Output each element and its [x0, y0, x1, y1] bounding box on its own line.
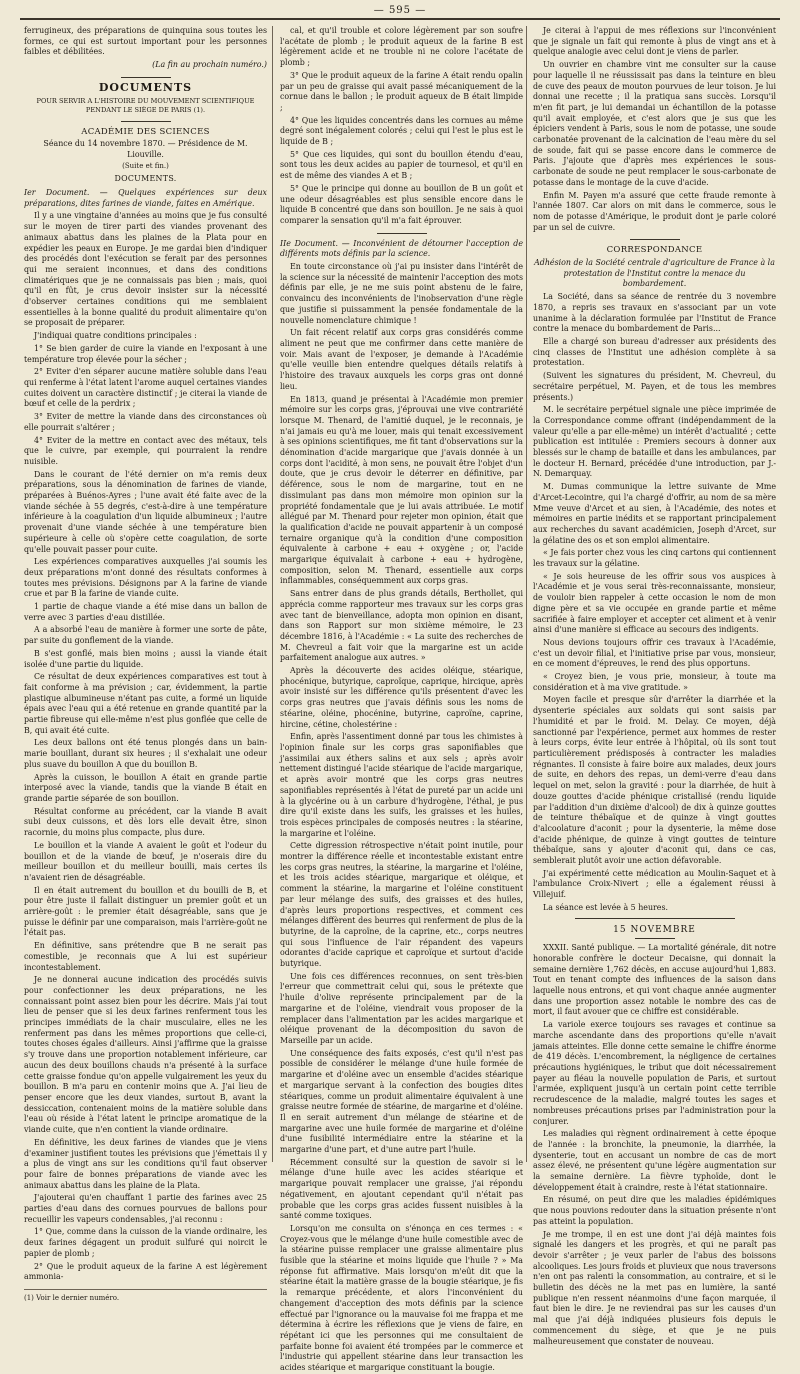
paragraph: Je citerai à l'appui de mes réflexions sur l'inconvénient que je signale un fait qui remonte à plus de vingt ans et à quelque analogie avec celui dont je viens de parler. [533, 26, 776, 57]
paragraph: Une fois ces différences reconnues, on sent très-bien l'erreur que commettrait celui qui, sous le prétexte que l'huile d'olive représente principalement par de la margarine et de l'oléine, viendrait vous proposer de la remplacer dans l'alimentation par les acides margarique et oléique provenant de la décomposition du savon de Marseille par un acide. [280, 971, 523, 1045]
paragraph: « Croyez bien, je vous prie, monsieur, à toute ma considération et à ma vive gratitude. » [533, 672, 776, 692]
paragraph: La Société, dans sa séance de rentrée du 3 novembre 1870, a repris ses travaux en s'associant par un vote unanime à la déclaration formulée par l'Institut de France contre la menace du bombardement de Paris... [533, 292, 776, 334]
documents-label: DOCUMENTS. [114, 174, 177, 184]
paragraph: Les maladies qui règnent ordinairement à cette époque de l'année : la bronchite, la pneumonie, la diarrhée, la dysenterie, tout en accusant un nombre de cas de mort assez élevé, ne présentent qu'une légère augmentation sur la semaine dernière. La fièvre typhoïde, dont le développement était à craindre, reste à l'état stationnaire. [533, 1129, 776, 1192]
paragraph: Je ne donnerai aucune indication des procédés suivis pour confectionner les deux préparations, ne les connaissant point assez bien pour les décrire. Mais j'ai tout lieu de penser que si les deux farines renferment tous les principes immédiats de la chair musculaire, elles ne les renferment pas dans les mêmes proportions que celle-ci, toutes choses égales d'ailleurs. Ainsi j'affirme que la graisse s'y trouve dans une proportion notablement inférieure, car aucun des deux bouillons chauds n'a présenté à la surface cette graisse fondue qu'on appelle vulgairement les yeux du bouillon. B m'a paru en contenir moins que A. J'ai lieu de penser encore que les deux viandes, surtout B, avant la dessiccation, contenaient moins de la matière soluble dans l'eau où réside à l'état latent le principe aromatique de la viande cuite, que n'en contient la viande ordinaire. [24, 975, 267, 1135]
paragraph: « Je sois heureuse de les offrir sous vos auspices à l'Académie et je vous serai très-reconnaissante, monsieur, de vouloir bien rappeler à cette occasion le nom de mon digne père et sa vie occupée en grande partie et même sacrifiée à faire employer et accepter cet aliment et à venir ainsi d'une manière si efficace au secours des indigents. [533, 571, 776, 635]
session-end: La séance est levée à 5 heures. [543, 902, 669, 912]
paragraph: A a absorbé l'eau de manière à former une sorte de pâte, par suite du gonflement de la viande. [24, 625, 267, 646]
paragraph: 2° Eviter d'en séparer aucune matière soluble dans l'eau qui renferme à l'état latent l'arome auquel certaines viandes cuites doivent un caractère distinctif ; je citerai la viande de bœuf et celle de la perdrix ; [24, 367, 267, 409]
paragraph: 3° Eviter de mettre la viande dans des circonstances où elle pourrait s'altérer ; [24, 412, 267, 432]
paragraph: Je me trompe, il en est une dont j'ai déjà maintes fois signalé les dangers et les progrès, et qui ne paraît pas devoir s'arrêter ; je veux parler de l'abus des boissons alcooliques. Les jours froids et pluvieux que nous traversons n'en ont pas ralenti la consommation, au contraire, et si le bulletin des décès ne la met pas en lumière, la santé publique n'en ressent néanmoins d'une façon marquée, il faut bien le dire. Je ne reviendrai pas sur les causes d'un mal que j'ai déjà indiquées plusieurs fois depuis le commencement du siège, et que je ne puis malheureusement que constater de nouveau. [533, 1229, 776, 1346]
section-rule [635, 938, 675, 939]
paragraph: Il y a une vingtaine d'années au moins que je fus consulté sur le moyen de tirer parti des viandes provenant des animaux abattus dans les plaines de la Plata pour en expédier les peaux en Europe. Je me gardai bien d'indiquer des procédés dont l'exécution se ferait par des personnes qui me seraient inconnues, et dans des conditions climatériques que je ne connaissais pas bien ; mais, quoi qu'il en fût, je crus devoir insister sur la nécessité d'observer certaines conditions qui me semblaient essentielles à la bonne qualité du produit alimentaire qu'on se proposait de préparer. [24, 211, 267, 328]
column-2 [280, 26, 523, 1373]
section-rule [575, 918, 735, 919]
paragraph: 4° Que les liquides concentrés dans les cornues au même degré sont inégalement colorés ; celui qui l'est le plus est le liquide de B ; [280, 115, 523, 147]
section-rule [377, 233, 427, 234]
paragraph: J'ai expérimenté cette médication au Moulin-Saquet et à l'ambulance Croix-Nivert ; elle a également réussi à Villejuif. [533, 868, 776, 900]
paragraph: Elle a chargé son bureau d'adresser aux présidents des cinq classes de l'Institut une adhésion complète à sa protestation. [533, 336, 776, 368]
section-rule [630, 239, 680, 240]
paragraph: Récemment consulté sur la question de savoir si le mélange d'une huile avec les acides stéarique et margarique pouvait remplacer une graisse, j'ai répondu négativement, en ajoutant cependant qu'il n'était pas probable que les corps gras acides fussent nuisibles à la santé comme toxiques. [280, 1157, 523, 1221]
paragraph: cal, et qu'il trouble et colore légèrement par son soufre l'acétate de plomb ; le produit aqueux de la farine B est légèrement acide et ne trouble ni ne colore l'acétate de plomb ; [280, 26, 523, 68]
documents-title: DOCUMENTS [98, 80, 193, 94]
column-divider [272, 26, 273, 1162]
paragraph: Dans le courant de l'été dernier on m'a remis deux préparations, sous la dénomination de farines de viande, préparées à Buénos-Ayres ; l'une avait été faite avec de la viande séchée à 55 degrés, c'est-à-dire à une température inférieure à la coagulation d'un liquide albumineux ; l'autre provenait d'une viande séchée à une température bien supérieure à celle où s'opère cette coagulation, de sorte qu'elle pouvait passer pour cuite. [24, 469, 267, 554]
paragraph: Un fait récent relatif aux corps gras considérés comme aliment ne peut que me confirmer dans cette manière de voir. Mais avant de l'exposer, je demande à l'Académie qu'elle veuille bien entendre quelques détails relatifs à l'histoire des travaux auxquels les corps gras ont donné lieu. [280, 328, 523, 391]
column-1-body [24, 211, 267, 1283]
paragraph: Enfin M. Payen m'a assuré que cette fraude remonte à l'année 1807. Car alors on mit dans le commerce, sous le nom de potasse d'Amérique, le produit dont je parle coloré par un sel de cuivre. [533, 190, 776, 232]
date-heading: 15 NOVEMBRE [613, 924, 696, 935]
paragraph: (Suivent les signatures du président, M. Chevreul, du secrétaire perpétuel, M. Payen, et de tous les membres présents.) [533, 371, 776, 402]
column-1 [24, 26, 268, 1302]
paragraph: La variole exerce toujours ses ravages et continue sa marche ascendante dans des proportions qu'elle n'avait jamais atteintes. Elle donne cette semaine le chiffre énorme de 419 décès. L'encombrement, la négligence de certaines précautions hygiéniques, le tribut que doit nécessairement payer au fléau la nouvelle population de Paris, et surtout l'armée, expliquent jusqu'à un certain point cette terrible recrudescence de la maladie, malgré toutes les sages et nombreuses précautions prises par l'administration pour la conjurer. [533, 1020, 776, 1126]
document-2-heading: IIe Document. — Inconvénient de détourner l'acception de différents mots définis par la science. [280, 238, 523, 259]
academy-title: ACADÉMIE DES SCIENCES [81, 126, 210, 137]
paragraph: Les deux ballons ont été tenus plongés dans un bain-marie bouillant, durant six heures ; il s'exhalait une odeur plus suave du bouillon A que du bouillon B. [24, 738, 267, 769]
paragraph: M. le secrétaire perpétuel signale une pièce imprimée de la Correspondance comme offrant (indépendamment de la valeur qu'elle a par elle-même) un intérêt d'actualité ; cette publication est intitulée : Premiers secours à donner aux blessés sur le champ de bataille et dans les ambulances, par le docteur H. Bernard, précédée d'une introduction, par J.-N. Demarquay. [533, 405, 776, 479]
paragraph: En définitive, les deux farines de viandes que je viens d'examiner justifient toutes les prévisions que j'émettais il y a plus de vingt ans sur les conditions qu'il faut observer pour faire de bonnes préparations de viande avec les animaux abattus dans les plaine de la Plata. [24, 1137, 267, 1190]
paragraph: 2° Que le produit aqueux de la farine A est légèrement ammonia- [24, 1261, 267, 1282]
section-rule [121, 121, 171, 122]
paragraph: Moyen facile et presque sûr d'arrêter la diarrhée et la dysenterie spéciales aux soldats qui sont saisis par l'humidité et par le froid. M. Delay. Ce moyen, déjà sanctionné par l'expérience, permet aux hommes de rester à leurs corps, évite leur entrée à l'hôpital, où ils sont tout particulièrement prédisposés à contracter les maladies régnantes. Il consiste à faire boire aux malades, deux jours de suite, en dehors des repas, un demi-verre d'eau dans lequel on met, selon la gravité : pour la diarrhée, de huit à douze gouttes d'acide phénique cristallisé (rendu liquide par l'addition d'un dixième d'alcool) de dix à quinze gouttes de teinture thébaïque et de quinze à vingt gouttes d'alcoolature d'aconit ; pour la dysenterie, la même dose d'acide phénique, de quinze à vingt gouttes de teinture thébaïque, sans y ajouter d'aconit qui, dans ce cas, semblerait plutôt avoir une action défavorable. [533, 695, 776, 866]
paragraph: 3° Que le produit aqueux de la farine A était rendu opalin par un peu de graisse qui avait passé mécaniquement de la cornue dans le ballon ; le produit aqueux de B était limpide ; [280, 70, 523, 112]
paragraph: Sans entrer dans de plus grands détails, Berthollet, qui apprécia comme rapporteur mes travaux sur les corps gras avec tant de bienveillance, adopta mon opinion en disant, dans son Rapport sur mon sixième mémoire, le 23 décembre 1816, à l'Académie : « La suite des recherches de M. Chevreul a fait voir que la margarine est un acide parfaitement analogue aux autres. » [280, 589, 523, 663]
page-number: — 595 — [373, 5, 427, 16]
paragraph: 1 partie de chaque viande a été mise dans un ballon de verre avec 3 parties d'eau distillée. [24, 602, 267, 622]
paragraph: Lorsqu'on me consulta on s'énonça en ces termes : « Croyez-vous que le mélange d'une huile comestible avec de la stéarine puisse remplacer une graisse alimentaire plus fusible que la stéarine et moins liquide que l'huile ? » Ma réponse fut affirmative. Mais lorsqu'on m'eût dit que la stéarine était la matière grasse de la bougie stéarique, je fis la remarque précédente, et alors l'inconvénient du changement d'acception des mots définis par la science effectué par l'ignorance ou la mauvaise foi me frappa et me détermina à écrire les réflexions que je viens de faire, en répétant ici que les personnes qui me consultaient de parfaite bonne foi avaient été trompées par le commerce et l'industrie qui appellent stéarine dans leur transaction les acides stéarique et margarique constituant la bougie. [280, 1223, 523, 1373]
column-3-body-c [533, 943, 776, 1347]
paragraph: Après la cuisson, le bouillon A était en grande partie interposé avec la viande, tandis que la viande B était en grande partie séparée de son bouillon. [24, 772, 267, 803]
paragraph: 1° Que, comme dans la cuisson de la viande ordinaire, les deux farines dégagent un produit sulfuré qui noircit le papier de plomb ; [24, 1227, 267, 1258]
paragraph: En 1813, quand je présentai à l'Académie mon premier mémoire sur les corps gras, j'éprouvai une vive contrariété lorsque M. Thenard, de l'amitié duquel, je le reconnais, je n'ai jamais eu qu'à me louer, mais qui tenait excessivement à ses opinions scientifiques, me fit tant d'observations sur la dénomination d'acide margarique que j'avais donnée à un corps dont l'acidité, à mon sens, ne pouvait être l'objet d'un doute, que je crus devoir le déterrer en définitive, par déférence, sous le nom de margarine, tout en ne dissimulant pas dans mon mémoire mon opinion sur la propriété fondamentale que je lui avais attribuée. Le motif allégué par M. Thenard pour rejeter mon opinion, était que la qualification d'acide ne pouvait appartenir à un composé ternaire organique qu'à la condition d'une composition équivalente à carbone + eau + oxygène ; or, l'acide margarique équivalait à carbone + eau + hydrogène, composition, selon M. Thenard, essentielle aux corps inflammables, conséquemment aux corps gras. [280, 394, 523, 586]
paragraph: Un ouvrier en chambre vint me consulter sur la cause pour laquelle il ne réussissait pas dans la teinture en bleu de cuve des peaux de mouton pourvues de leur toison. Je lui donnai une recette ; il la pratiqua sans succès. Lorsqu'il m'en fit part, je lui demandai un échantillon de la potasse qu'il avait employée, et c'est alors que je sus que les épiciers vendent à Paris, sous le nom de potasse, une soude carbonatée provenant de la calcination de l'eau mère du sel de soude, fait qui se passe encore dans le commerce de Paris. J'ajoute que d'après mes expériences le sous-carbonate de soude ne peut remplacer le sous-carbonate de potasse dans le montage de la cuve d'acide. [533, 60, 776, 187]
documents-subtitle: POUR SERVIR A L'HISTOIRE DU MOUVEMENT SCIENTIFIQUE PENDANT LE SIÈGE DE PARIS (1). [36, 96, 255, 114]
column-3 [533, 26, 776, 1346]
column-2-body-b [280, 262, 523, 1374]
paragraph: J'ajouterai qu'en chauffant 1 partie des farines avec 25 parties d'eau dans des cornues pourvues de ballons pour recueillir les vapeurs condensables, j'ai reconnu : [24, 1193, 267, 1224]
paragraph: 5° Que ces liquides, qui sont du bouillon étendu d'eau, sont tous les deux acides au papier de tournesol, et qu'il en est de même des viandes A et B ; [280, 149, 523, 181]
paragraph: Enfin, après l'assentiment donné par tous les chimistes à l'opinion finale sur les corps gras saponifiables que j'assimilai aux éthers salins et aux sels ; après avoir nettement distingué l'acide stéarique de l'acide margarique, et après avoir montré que les corps gras neutres saponifiables représentés à l'état de pureté par un acide uni à la glycérine ou à un carbure d'hydrogène, l'éthal, je pus dire qu'il existe dans les suifs, les graisses et les huiles, trois espèces principales de composés neutres : la stéarine, la margarine et l'oléine. [280, 732, 523, 838]
paragraph: En définitive, sans prétendre que B ne serait pas comestible, je reconnais que A lui est supérieur incontestablement. [24, 941, 267, 972]
paragraph: Ce résultat de deux expériences comparatives est tout à fait conforme à ma prévision ; car, évidemment, la partie plastique albumineuse n'étant pas cuite, a formé un liquide épais avec l'eau qui a été retenue en grande quantité par la partie fibreuse qui elle-même n'est plus gonflée que celle de B, qui avait été cuite. [24, 672, 267, 735]
paragraph: 4° Eviter de la mettre en contact avec des métaux, tels que le cuivre, par exemple, qui pourraient la rendre nuisible. [24, 435, 267, 466]
correspondance-title: CORRESPONDANCE [606, 245, 703, 256]
paragraph: Résultat conforme au précédent, car la viande B avait subi deux cuissons, et dès lors elle devait être, sinon racornie, du moins plus compacte, plus dure. [24, 806, 267, 838]
paragraph: Cette digression rétrospective n'était point inutile, pour montrer la différence réelle et incontestable existant entre les corps gras neutres, la stéarine, la margarine et l'oléine, et les trois acides stéarique, margarique et oléique, et comment la stéarine, la margarine et l'oléine constituent par leur mélange des suifs, des graisses et des huiles, d'après leurs proportions respectives, et comment ces mélanges diffèrent des beurres qui renferment de plus de la butyrine, de la caproïne, de la caprine, etc., corps neutres qui sous l'influence de l'air répandent des vapeurs odorantes d'acide caprique et caproïque et surtout d'acide butyrique. [280, 841, 523, 969]
correspondance-heading: Adhésion de la Société centrale d'agriculture de France à la protestation de l'Institut contre la menace du bombardement. [534, 258, 775, 289]
paragraph: Le bouillon et la viande A avaient le goût et l'odeur du bouillon et de la viande de bœuf, je n'oserais dire du meilleur bouillon et du meilleur bouilli, mais certes ils n'avaient rien de désagréable. [24, 840, 267, 882]
column-3-body-a [533, 26, 776, 233]
academy-session: Séance du 14 novembre 1870. — Présidence de M. Liouville. [43, 139, 248, 159]
top-rule [20, 18, 780, 20]
paragraph: Il en était autrement du bouillon et du bouilli de B, et pour être juste il fallait distinguer un premier goût et un arrière-goût : le premier était désagréable, sans que je puisse le définir par une comparaison, mais l'arrière-goût ne l'était pas. [24, 885, 268, 938]
paragraph: Après la découverte des acides oléique, stéarique, phocénique, butyrique, caproïque, caprique, hircique, après avoir insisté sur les différence qu'ils présentent d'avec les corps gras neutres que j'avais définis sous les noms de stéarine, oléine, phocénine, butyrine, caproïne, caprine, hircine, cétine, cholestérine : [280, 666, 523, 729]
signature: (La fin au prochain numéro.) [152, 60, 267, 70]
academy-continued: (Suite et fin.) [122, 161, 169, 170]
document-1-heading: Ier Document. — Quelques expériences sur deux préparations, dites farines de viande, faites en Amérique. [24, 188, 267, 208]
paragraph: En résumé, on peut dire que les maladies épidémiques que nous pouvions redouter dans la situation présente n'ont pas atteint la population. [533, 1195, 776, 1226]
column-2-body-a [280, 26, 523, 227]
column-divider [526, 26, 527, 1162]
paragraph: Les expériences comparatives auxquelles j'ai soumis les deux préparations m'ont donné des résultats conformes à toutes mes prévisions. Désignons par A la farine de viande crue et par B la farine de viande cuite. [24, 557, 267, 599]
paragraph: 1° Se bien garder de cuire la viande en l'exposant à une température trop élevée pour la sécher ; [24, 343, 267, 364]
paragraph: B s'est gonflé, mais bien moins ; aussi la viande était isolée d'une partie du liquide. [24, 648, 267, 669]
paragraph: M. Dumas communique la lettre suivante de Mme d'Arcet-Lecointre, qui l'a chargé d'offrir, au nom de sa mère Mme veuve d'Arcet et au sien, à l'Académie, des notes et mémoires en partie inédits et se rapportant principalement aux recherches du savant académicien, Joseph d'Arcet, sur la gélatine des os et son emploi alimentaire. [533, 482, 776, 545]
column-3-body-b [533, 292, 776, 901]
footnote: (1) Voir le dernier numéro. [24, 1289, 267, 1304]
paragraph: En toute circonstance où j'ai pu insister dans l'intérêt de la science sur la nécessité de maintenir l'acception des mots définis par elle, je ne me suis point abstenu de le faire, convaincu des inconvénients de l'inobservation d'une règle que justifie si puissamment la pensée fondamentale de la nouvelle nomenclature chimique ! [280, 262, 523, 325]
paragraph: « Je fais porter chez vous les cinq cartons qui contiennent les travaux sur la gélatine. [533, 548, 776, 569]
paragraph: J'indiquai quatre conditions principales : [34, 331, 197, 341]
intro-text: ferrugineux, des préparations de quinquina sous toutes les formes, ce qui est surtout important pour les personnes faibles et débilitées. [24, 26, 267, 57]
section-rule [121, 77, 171, 78]
paragraph: XXXII. Santé publique. — La mortalité générale, dit notre honorable confrère le docteur Decaisne, qui donnait la semaine dernière 1,762 décès, en accuse aujourd'hui 1,883. Tout en tenant compte des influences de la saison dans laquelle nous entrons, et qui vont chaque année augmenter dans une proportion assez notable le nombre des cas de mort, il faut avouer que ce chiffre est considérable. [533, 943, 776, 1017]
paragraph: Nous devions toujours offrir ces travaux à l'Académie, c'est un devoir filial, et l'initiative prise par vous, monsieur, en ce moment d'épreuves, le rend des plus opportuns. [533, 637, 776, 669]
paragraph: Une conséquence des faits exposés, c'est qu'il n'est pas possible de considérer le mélange d'une huile formée de margarine et d'oléine avec un ensemble d'acides stéarique et margarique servant à la confection des bougies dites stéariques, comme un produit alimentaire équivalent à une graisse neutre formée de stéarine, de margarine et d'oléine. Il en serait autrement d'un mélange de stéarine et de margarine avec une huile formée de margarine et d'oléine d'une fusibilité intermédiaire entre la stéarine et la margarine d'une part, et d'une autre part l'huile. [280, 1048, 523, 1155]
paragraph: 5° Que le principe qui donne au bouillon de B un goût et une odeur désagréables est plus sensible encore dans le liquide B concentré que dans son bouillon. Je ne sais à quoi comparer la sensation qu'il m'a fait éprouver. [280, 183, 523, 225]
